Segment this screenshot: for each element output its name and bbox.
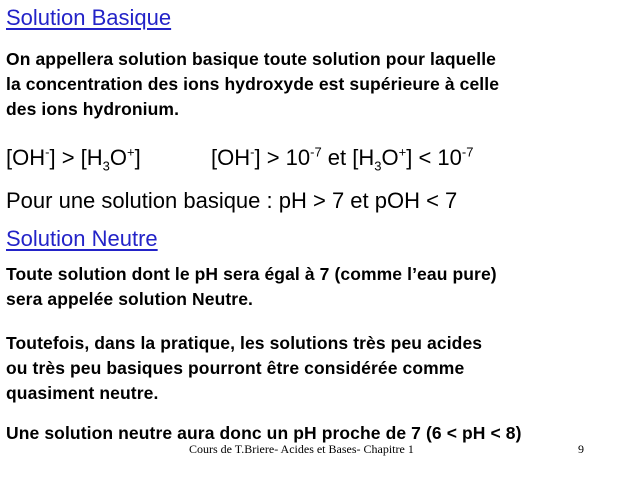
ph-rule-basique: Pour une solution basique : pH > 7 et pOH < 7 (6, 188, 458, 213)
page-number: 9 (578, 442, 584, 456)
neutre-paragraph1-line-2: sera appelée solution Neutre. (6, 289, 254, 309)
formula-concentration-limits: $[OH^-] > 10^{-7}$ et $[H_3O^+] < 10^{-7}$ (211, 144, 474, 174)
neutre-paragraph2-line-2: ou très peu basiques pourront être considérée comme (6, 358, 465, 378)
heading-solution-neutre: Solution Neutre (6, 226, 158, 251)
footer-course-title: Cours de T.Briere- Acides et Bases- Chapitre 1 (189, 442, 414, 456)
definition-line-1: On appellera solution basique toute solution pour laquelle (6, 49, 497, 69)
heading-solution-basique: Solution Basique (6, 5, 172, 30)
definition-line-2: la concentration des ions hydroxyde est supérieure à celle (6, 74, 500, 94)
neutre-conclusion: Une solution neutre aura donc un pH proche de 7 (6 < pH < 8) (6, 423, 522, 443)
neutre-paragraph1-line-1: Toute solution dont le pH sera égal à 7 (comme l’eau pure) (6, 264, 497, 284)
definition-line-3: des ions hydronium. (6, 99, 180, 119)
neutre-paragraph2-line-3: quasiment neutre. (6, 383, 159, 403)
neutre-paragraph2-line-1: Toutefois, dans la pratique, les solutions très peu acides (6, 333, 483, 353)
formula-oh-gt-h3o: $[OH^-] > [H_3O^+]$ (6, 144, 141, 174)
